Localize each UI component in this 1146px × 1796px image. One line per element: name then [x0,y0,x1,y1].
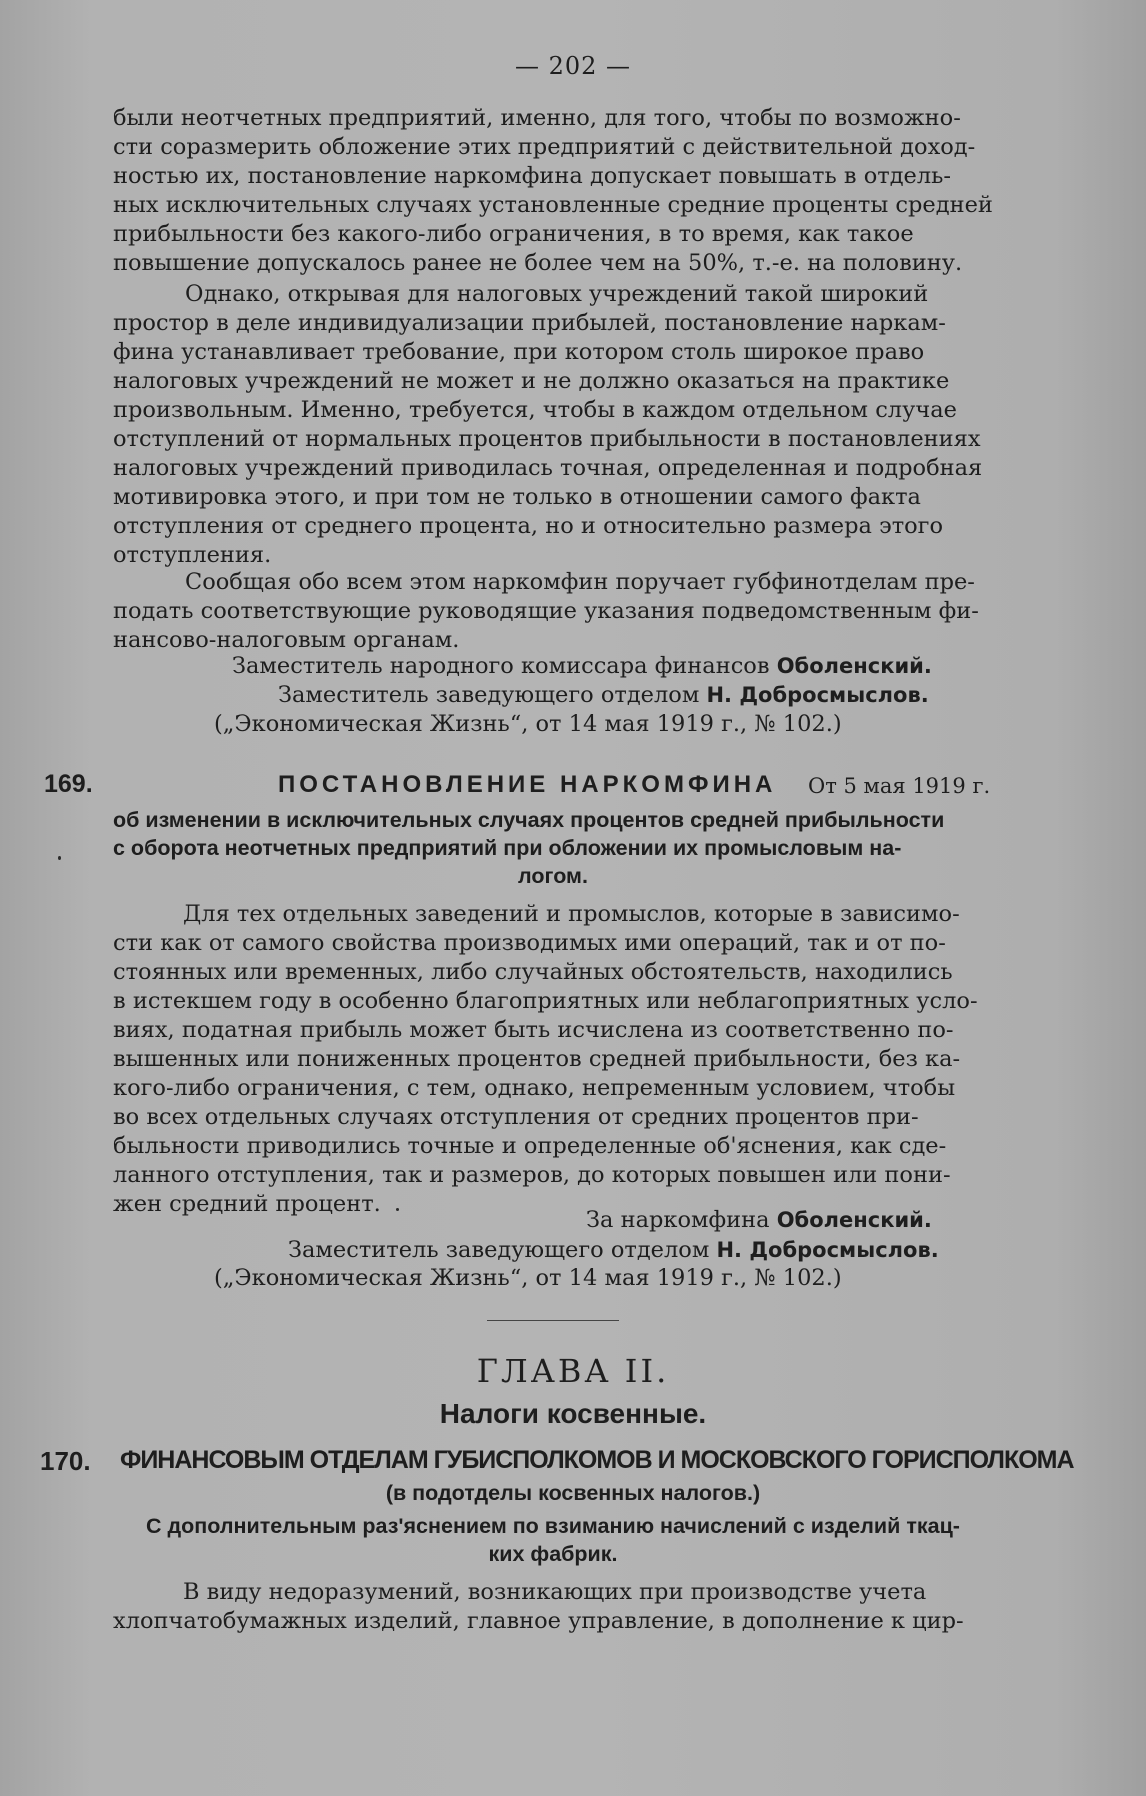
text-line: Для тех отдельных заведений и промыслов, которые в зависимо- [183,901,960,927]
document-number: 170. [40,1446,91,1476]
text-line: быльности приводились точные и определенные об'яснения, как сде- [113,1133,947,1159]
section-title: Налоги косвенные. [439,1398,707,1429]
text-line: Сообщая обо всем этом наркомфин поручает губфинотделам пре- [185,569,975,595]
continuation-paragraph-3 [113,568,993,655]
subtitle-line: с оборота неотчетных предприятий при обложении их промысловым на- [113,836,902,860]
text-line: кого-либо ограничения, с тем, однако, непременным условием, чтобы [113,1075,956,1101]
document-body [113,900,993,1219]
signature-title: Заместитель народного комиссара финансов [232,653,770,679]
page-number: — 202 — [514,52,632,80]
text-line: фина устанавливает требование, при котором столь широкое право [113,339,925,365]
text-line: ностью их, постановление наркомфина допускает повышать в отдель- [113,163,952,189]
subtitle-line: С дополнительным раз'яснением по взиманию начислений с изделий ткац- [146,1514,960,1538]
document-heading: ФИНАНСОВЫМ ОТДЕЛАМ ГУБИСПОЛКОМОВ И МОСКОВСКОГО ГОРИСПОЛКОМА [120,1446,1074,1474]
document-title: ПОСТАНОВЛЕНИЕ НАРКОМФИНА [278,771,777,798]
text-line: простор в деле индивидуализации прибылей, постановление наркам- [113,310,946,336]
source-citation [214,710,974,739]
signature-title: За наркомфина [586,1207,770,1233]
document-subtitle [113,1512,993,1568]
subtitle-line: об изменении в исключительных случаях процентов средней прибыльности [113,808,945,832]
text-line: В виду недоразумений, возникающих при производстве учета [183,1579,927,1605]
text-line: мотивировка этого, и при том не только в отношении самого факта [113,484,921,510]
text-line: нансово-налоговым органам. [113,627,460,653]
signature-line [232,652,992,681]
signature-block-1 [232,652,992,710]
text-line: повышение допускалось ранее не более чем на 50%, т.-е. на половину. [113,250,963,276]
document-date: От 5 мая 1919 г. [808,774,991,798]
text-line: ных исключительных случаях установленные средние проценты средней [113,192,993,218]
text-line: отступлений от нормальных процентов прибыльности в постановлениях [113,426,981,452]
text-line: жен средний процент. [113,1191,381,1217]
text-line: в истекшем году в особенно благоприятных или неблагоприятных усло- [113,988,978,1014]
text-line: сти как от самого свойства производимых ими операций, так и от по- [113,930,946,956]
chapter-title: ГЛАВА II. [476,1352,670,1390]
text-line: подать соответствующие руководящие указания подведомственным фи- [113,598,979,624]
document-number: 169. [44,770,93,798]
ink-speck [58,856,61,860]
text-line: ланного отступления, так и размеров, до которых повышен или пони- [113,1162,951,1188]
signature-line [586,1206,986,1235]
signature-line [288,1236,988,1265]
text-line: отступления. [113,542,272,568]
signature-block-3 [288,1236,988,1265]
source-text: („Экономическая Жизнь“, от 14 мая 1919 г., № 102.) [214,711,842,737]
subtitle-line: логом. [518,864,588,888]
subtitle-line: ких фабрик. [488,1542,618,1566]
source-citation [214,1264,974,1293]
text-line: отступления от среднего процента, но и относительно размера этого [113,513,944,539]
signature-name: Н. Добросмыслов. [716,1238,939,1262]
section-divider [487,1320,619,1321]
text-line: хлопчатобумажных изделий, главное управление, в дополнение к цир- [113,1608,964,1634]
text-line: стоянных или временных, либо случайных обстоятельств, находились [113,959,953,985]
source-text: („Экономическая Жизнь“, от 14 мая 1919 г., № 102.) [214,1265,842,1291]
continuation-paragraph-2 [113,280,993,570]
text-line: виях, податная прибыль может быть исчислена из соответственно по- [113,1017,954,1043]
signature-title: Заместитель заведующего отделом [278,682,700,708]
text-line: произвольным. Именно, требуется, чтобы в каждом отдельном случае [113,397,957,423]
text-line: Однако, открывая для налоговых учреждений такой широкий [185,281,929,307]
text-line: вышенных или пониженных процентов средней прибыльности, без ка- [113,1046,961,1072]
signature-title: Заместитель заведующего отделом [288,1237,710,1263]
text-line: прибыльности без какого-либо ограничения, в то время, как такое [113,221,914,247]
ink-speck [396,1208,399,1211]
signature-name: Н. Добросмыслов. [706,683,929,707]
document-heading-sub: (в подотделы косвенных налогов.) [385,1481,761,1505]
document-subtitle [113,806,993,890]
continuation-paragraph-1 [113,104,993,278]
text-line: сти соразмерить обложение этих предприятий с действительной доход- [113,134,976,160]
text-line: налоговых учреждений приводилась точная, определенная и подробная [113,455,983,481]
text-line: во всех отдельных случаях отступления от средних процентов при- [113,1104,919,1130]
signature-line [232,681,992,710]
signature-block-2 [586,1206,986,1235]
text-line: налоговых учреждений не может и не должно оказаться на практике [113,368,950,394]
signature-name: Оболенский. [776,654,932,678]
text-line: были неотчетных предприятий, именно, для того, чтобы по возможно- [113,105,961,131]
signature-name: Оболенский. [776,1208,932,1232]
document-body [113,1578,993,1636]
